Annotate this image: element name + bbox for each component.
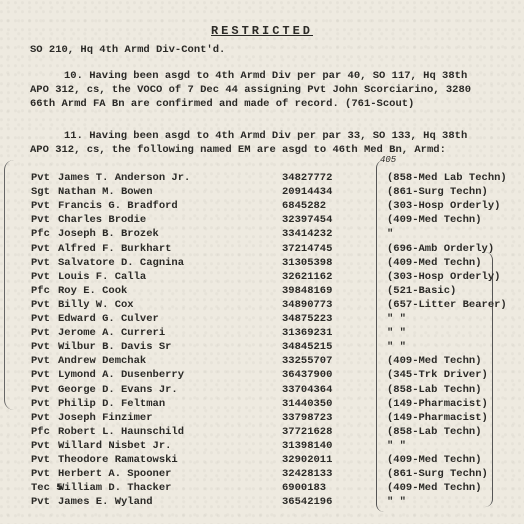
roster-row: [0, 411, 524, 425]
roster-serial: 31398140: [282, 439, 333, 452]
roster-row: [0, 425, 524, 439]
roster-name: Joseph Finzimer: [58, 411, 153, 424]
roster-mos: (409-Med Techn): [387, 355, 482, 368]
roster-mos: (696-Amb Orderly): [387, 242, 495, 255]
roster-serial: 32902011: [282, 454, 333, 466]
roster-serial: 34845215: [282, 341, 333, 354]
roster-mos: (409-Med Techn): [387, 454, 482, 466]
roster-serial: 33704364: [282, 383, 333, 396]
roster-row: [0, 354, 524, 368]
roster-row: [0, 171, 524, 185]
roster-row: [0, 256, 524, 270]
roster-serial: 39848169: [282, 284, 333, 297]
roster-mos: (409-Med Techn): [387, 256, 482, 269]
roster-name: Roy E. Cook: [58, 284, 128, 297]
roster-name: James T. Anderson Jr.: [58, 172, 191, 184]
roster-mos: (657-Litter Bearer): [387, 298, 507, 311]
roster-row: [0, 453, 524, 467]
roster-mos: " ": [387, 439, 406, 452]
roster-rank: Pvt: [31, 214, 50, 227]
roster-row: [0, 270, 524, 284]
roster-serial: 33255707: [282, 355, 333, 368]
roster-name: Joseph B. Brozek: [58, 228, 159, 241]
roster-row: [0, 312, 524, 326]
roster-rank: Pvt: [31, 313, 50, 325]
roster-name: Nathan M. Bowen: [58, 186, 153, 199]
roster-rank: Pvt: [31, 496, 50, 509]
para10-line2: APO 312, cs, the VOCO of 7 Dec 44 assigning Pvt John Scorciarino, 3280: [30, 84, 472, 96]
roster-name: Louis F. Calla: [58, 270, 147, 283]
roster-rank: Pvt: [31, 242, 50, 255]
roster-row: [0, 199, 524, 213]
roster-row: [0, 185, 524, 199]
roster-rank: Pvt: [31, 355, 50, 368]
roster-rank: Pfc: [31, 228, 50, 241]
roster-rank: Tec 5: [31, 482, 63, 495]
roster-rank: Pvt: [31, 172, 50, 184]
handwritten-note: 405: [380, 155, 397, 165]
roster-serial: 32621162: [282, 270, 333, 283]
roster-row: [0, 397, 524, 411]
roster-name: Willard Nisbet Jr.: [58, 439, 172, 452]
roster-serial: 31305398: [282, 256, 333, 269]
roster-row: [0, 284, 524, 298]
roster-name: Philip D. Feltman: [58, 397, 166, 410]
roster-rank: Pvt: [31, 397, 50, 410]
roster-serial: 31369231: [282, 327, 333, 340]
roster-rank: Pvt: [31, 256, 50, 269]
roster-serial: 20914434: [282, 186, 333, 199]
roster-row: [0, 213, 524, 227]
roster-serial: 33798723: [282, 411, 333, 424]
roster-rank: Pvt: [31, 468, 50, 481]
roster-name: Alfred F. Burkhart: [58, 242, 172, 255]
roster-row: [0, 298, 524, 312]
roster-row: [0, 467, 524, 481]
roster-mos: (303-Hosp Orderly): [387, 270, 501, 283]
roster-rank: Pvt: [31, 200, 50, 213]
roster-mos: (149-Pharmacist): [387, 397, 488, 410]
roster-name: Jerome A. Curreri: [58, 327, 166, 340]
roster-name: Francis G. Bradford: [58, 200, 178, 213]
roster-serial: 32428133: [282, 468, 333, 481]
roster-name: Billy W. Cox: [58, 298, 134, 311]
roster-serial: 34827772: [282, 172, 333, 184]
para11-line2: APO 312, cs, the following named EM are asgd to 46th Med Bn, Armd:: [30, 144, 446, 156]
roster-name: Herbert A. Spooner: [58, 468, 172, 481]
roster-row: [0, 242, 524, 256]
roster-rank: Pvt: [31, 341, 50, 354]
roster-serial: 37214745: [282, 242, 333, 255]
para11-line1: 11. Having been asgd to 4th Armd Div per par 33, SO 133, Hq 38th: [64, 130, 468, 142]
order-subtitle: SO 210, Hq 4th Armd Div-Cont'd.: [30, 44, 226, 56]
roster-rank: Pvt: [31, 454, 50, 466]
roster-serial: 36437900: [282, 369, 333, 382]
roster-mos: " ": [387, 327, 406, 340]
roster-row: [0, 495, 524, 509]
roster-row: [0, 340, 524, 354]
roster-mos: (858-Med Lab Techn): [387, 172, 507, 184]
roster-name: Lymond A. Dusenberry: [58, 369, 185, 382]
roster-row: [0, 481, 524, 495]
roster-serial: 31440350: [282, 397, 333, 410]
roster-mos: (345-Trk Driver): [387, 369, 488, 382]
roster-row: [0, 227, 524, 241]
roster-mos: (861-Surg Techn): [387, 468, 488, 481]
roster-rank: Pvt: [31, 327, 50, 340]
roster-name: James E. Wyland: [58, 496, 153, 509]
roster-name: Edward G. Culver: [58, 313, 159, 325]
roster-row: [0, 326, 524, 340]
roster-serial: 37721628: [282, 425, 333, 438]
restricted-header: RESTRICTED: [210, 24, 313, 38]
roster-mos: (521-Basic): [387, 284, 457, 297]
roster-rank: Pvt: [31, 383, 50, 396]
roster-rank: Pvt: [31, 439, 50, 452]
roster-row: [0, 439, 524, 453]
roster-mos: (409-Med Techn): [387, 214, 482, 227]
roster-rank: Pvt: [31, 411, 50, 424]
roster-mos: (149-Pharmacist): [387, 411, 488, 424]
roster-mos: (303-Hosp Orderly): [387, 200, 501, 213]
roster-name: William D. Thacker: [58, 482, 172, 495]
roster-rank: Sgt: [31, 186, 50, 199]
roster-mos: " ": [387, 341, 406, 354]
roster-mos: (858-Lab Techn): [387, 383, 482, 396]
para10-line1: 10. Having been asgd to 4th Armd Div per par 40, SO 117, Hq 38th: [64, 70, 468, 82]
roster-name: Charles Brodie: [58, 214, 147, 227]
roster-rank: Pvt: [31, 298, 50, 311]
roster-rank: Pvt: [31, 369, 50, 382]
roster-row: [0, 368, 524, 382]
roster-mos: (861-Surg Techn): [387, 186, 488, 199]
roster-serial: 33414232: [282, 228, 333, 241]
roster-name: Andrew Demchak: [58, 355, 147, 368]
roster-name: George D. Evans Jr.: [58, 383, 178, 396]
roster-name: Wilbur B. Davis Sr: [58, 341, 172, 354]
roster-name: Salvatore D. Cagnina: [58, 256, 185, 269]
roster-name: Theodore Ramatowski: [58, 454, 178, 466]
roster-serial: 34875223: [282, 313, 333, 325]
roster-rank: Pvt: [31, 270, 50, 283]
roster-mos: (409-Med Techn): [387, 482, 482, 495]
roster-serial: 36542196: [282, 496, 333, 509]
roster-mos: (858-Lab Techn): [387, 425, 482, 438]
para10-line3: 66th Armd FA Bn are confirmed and made of record. (761-Scout): [30, 98, 415, 110]
roster-serial: 6845282: [282, 200, 327, 213]
roster-mos: " ": [387, 496, 406, 509]
roster-serial: 6900183: [282, 482, 327, 495]
roster-mos: ": [387, 228, 394, 241]
roster-rank: Pfc: [31, 284, 50, 297]
roster-rank: Pfc: [31, 425, 50, 438]
roster-mos: " ": [387, 313, 406, 325]
roster-name: Robert L. Haunschild: [58, 425, 185, 438]
roster-serial: 32397454: [282, 214, 333, 227]
roster-serial: 34890773: [282, 298, 333, 311]
roster-row: [0, 383, 524, 397]
